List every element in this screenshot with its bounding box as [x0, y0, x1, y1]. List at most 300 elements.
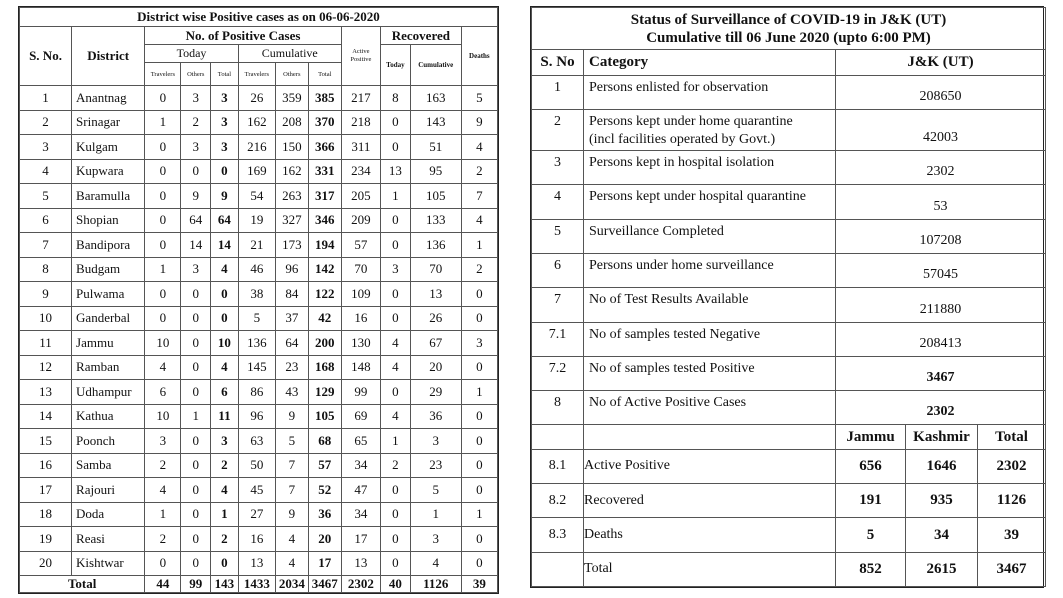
table-cell: 47	[341, 478, 380, 503]
table-cell: 208	[275, 110, 308, 135]
row-number: 15	[20, 429, 72, 454]
value-cell: 39	[978, 518, 1046, 552]
district-table-panel	[18, 6, 499, 594]
table-cell: 234	[341, 159, 380, 184]
table-cell: 4	[211, 257, 239, 282]
value-cell: 1646	[906, 449, 978, 483]
district-table-body	[20, 86, 498, 576]
table-cell: 65	[341, 429, 380, 454]
table-cell: 4	[211, 478, 239, 503]
category-text: Persons kept under home quarantine	[589, 114, 793, 130]
table-cell: 64	[275, 331, 308, 356]
category-text: No of samples tested Positive	[589, 360, 755, 376]
table-cell: 13	[381, 159, 411, 184]
blank-cell	[584, 425, 836, 450]
total-cell: 44	[145, 576, 181, 593]
table-cell: 4	[461, 208, 497, 233]
table-cell: 105	[410, 184, 461, 209]
region-header: Jammu	[836, 425, 906, 450]
table-cell: 3	[211, 135, 239, 160]
category-text: No of samples tested Negative	[589, 326, 761, 342]
table-row	[20, 110, 498, 135]
table-cell: 13	[410, 282, 461, 307]
table-cell: 27	[238, 502, 275, 527]
header-recovered: Recovered	[381, 27, 462, 45]
table-cell: 37	[275, 306, 308, 331]
district-name: Rajouri	[72, 478, 145, 503]
table-cell: 2	[381, 453, 411, 478]
table-row	[20, 135, 498, 160]
table-cell: 10	[211, 331, 239, 356]
table-row	[532, 322, 1046, 356]
table-cell: 317	[308, 184, 341, 209]
table-row	[20, 159, 498, 184]
table-cell: 10	[145, 331, 181, 356]
table-cell: 0	[211, 159, 239, 184]
table-cell: 1	[145, 502, 181, 527]
table-cell: 109	[341, 282, 380, 307]
district-total-row	[20, 576, 498, 593]
table-row	[20, 478, 498, 503]
table-cell: 67	[410, 331, 461, 356]
header-category: Category	[584, 50, 836, 76]
table-cell: 162	[238, 110, 275, 135]
table-cell: 51	[410, 135, 461, 160]
table-cell: 331	[308, 159, 341, 184]
row-number: 1	[532, 76, 584, 110]
header-deaths: Deaths	[461, 27, 497, 86]
table-cell: 13	[238, 551, 275, 576]
table-cell: 163	[410, 86, 461, 111]
header-sno: S. No	[532, 50, 584, 76]
table-row	[532, 151, 1046, 185]
table-cell: 42	[308, 306, 341, 331]
table-cell: 122	[308, 282, 341, 307]
table-cell: 63	[238, 429, 275, 454]
table-cell: 1	[145, 110, 181, 135]
region-header-row	[532, 425, 1046, 450]
table-cell: 7	[461, 184, 497, 209]
table-row	[20, 429, 498, 454]
table-cell: 0	[145, 233, 181, 258]
row-number: 3	[20, 135, 72, 160]
value-cell: 57045	[836, 253, 1046, 287]
category-cell	[584, 391, 836, 425]
row-number: 1	[20, 86, 72, 111]
table-cell: 1	[381, 429, 411, 454]
table-cell: 130	[341, 331, 380, 356]
category-cell: Total	[584, 552, 836, 586]
table-row	[20, 233, 498, 258]
table-cell: 1	[461, 233, 497, 258]
district-name: Kulgam	[72, 135, 145, 160]
row-number: 13	[20, 380, 72, 405]
district-name: Ramban	[72, 355, 145, 380]
category-text: Surveillance Completed	[589, 223, 724, 239]
value-cell: 656	[836, 449, 906, 483]
table-cell: 1	[410, 502, 461, 527]
table-cell: 17	[341, 527, 380, 552]
table-cell: 70	[341, 257, 380, 282]
table-cell: 0	[181, 453, 211, 478]
table-cell: 4	[381, 404, 411, 429]
table-row	[20, 257, 498, 282]
table-cell: 6	[145, 380, 181, 405]
district-name: Budgam	[72, 257, 145, 282]
table-row	[20, 184, 498, 209]
table-cell: 0	[145, 159, 181, 184]
row-number: 5	[532, 219, 584, 253]
table-cell: 4	[410, 551, 461, 576]
row-number: 8.3	[532, 518, 584, 552]
table-cell: 1	[181, 404, 211, 429]
table-cell: 95	[410, 159, 461, 184]
table-cell: 16	[238, 527, 275, 552]
table-cell: 0	[181, 478, 211, 503]
total-cell: 1433	[238, 576, 275, 593]
table-cell: 5	[410, 478, 461, 503]
table-cell: 5	[238, 306, 275, 331]
table-cell: 16	[341, 306, 380, 331]
table-cell: 3	[211, 110, 239, 135]
table-cell: 136	[238, 331, 275, 356]
table-cell: 17	[308, 551, 341, 576]
table-cell: 0	[461, 527, 497, 552]
table-cell: 142	[308, 257, 341, 282]
table-cell: 145	[238, 355, 275, 380]
category-cell: Recovered	[584, 484, 836, 518]
table-cell: 10	[145, 404, 181, 429]
table-cell: 0	[145, 306, 181, 331]
table-cell: 4	[381, 331, 411, 356]
district-name: Ganderbal	[72, 306, 145, 331]
table-cell: 0	[181, 306, 211, 331]
value-cell: 3467	[978, 552, 1046, 586]
region-header: Total	[978, 425, 1046, 450]
table-cell: 162	[275, 159, 308, 184]
table-cell: 96	[275, 257, 308, 282]
district-name: Pulwama	[72, 282, 145, 307]
table-cell: 0	[461, 282, 497, 307]
table-row	[532, 110, 1046, 151]
district-name: Doda	[72, 502, 145, 527]
row-number: 6	[20, 208, 72, 233]
table-cell: 0	[211, 282, 239, 307]
row-number: 12	[20, 355, 72, 380]
row-number: 7.2	[532, 356, 584, 390]
table-row	[532, 219, 1046, 253]
table-row	[532, 253, 1046, 287]
table-cell: 3	[181, 135, 211, 160]
table-cell: 0	[181, 502, 211, 527]
table-cell: 54	[238, 184, 275, 209]
district-name: Reasi	[72, 527, 145, 552]
table-cell: 3	[145, 429, 181, 454]
table-cell: 4	[381, 355, 411, 380]
header-cum-others: Others	[275, 63, 308, 86]
table-cell: 70	[410, 257, 461, 282]
table-cell: 14	[211, 233, 239, 258]
header-district: District	[72, 27, 145, 86]
total-cell: 2302	[341, 576, 380, 593]
table-row	[532, 288, 1046, 322]
table-cell: 64	[181, 208, 211, 233]
table-cell: 0	[381, 282, 411, 307]
table-cell: 23	[275, 355, 308, 380]
total-cell: 39	[461, 576, 497, 593]
district-name: Udhampur	[72, 380, 145, 405]
table-cell: 216	[238, 135, 275, 160]
table-cell: 0	[181, 331, 211, 356]
table-cell: 9	[211, 184, 239, 209]
table-cell: 86	[238, 380, 275, 405]
row-number: 7	[20, 233, 72, 258]
table-cell: 11	[211, 404, 239, 429]
district-name: Poonch	[72, 429, 145, 454]
table-cell: 3	[410, 527, 461, 552]
header-sno: S. No.	[20, 27, 72, 86]
table-cell: 327	[275, 208, 308, 233]
table-cell: 129	[308, 380, 341, 405]
table-cell: 3	[211, 429, 239, 454]
table-cell: 4	[211, 355, 239, 380]
table-cell: 0	[461, 429, 497, 454]
table-cell: 7	[275, 453, 308, 478]
district-name: Kupwara	[72, 159, 145, 184]
table-cell: 50	[238, 453, 275, 478]
table-cell: 359	[275, 86, 308, 111]
table-cell: 46	[238, 257, 275, 282]
table-row	[532, 518, 1046, 552]
table-cell: 0	[461, 478, 497, 503]
table-cell: 0	[461, 306, 497, 331]
district-name: Bandipora	[72, 233, 145, 258]
table-cell: 0	[181, 282, 211, 307]
surveillance-table	[531, 7, 1046, 587]
district-name: Kishtwar	[72, 551, 145, 576]
row-number: 7.1	[532, 322, 584, 356]
table-row	[532, 76, 1046, 110]
table-row	[20, 208, 498, 233]
district-name: Baramulla	[72, 184, 145, 209]
district-table	[19, 7, 498, 593]
table-cell: 0	[145, 86, 181, 111]
total-cell: 143	[211, 576, 239, 593]
table-cell: 19	[238, 208, 275, 233]
category-text: Persons under home surveillance	[589, 257, 774, 273]
total-cell: 1126	[410, 576, 461, 593]
table-cell: 0	[381, 233, 411, 258]
table-row	[532, 484, 1046, 518]
header-cumulative: Cumulative	[238, 45, 341, 63]
table-row	[20, 551, 498, 576]
row-number: 18	[20, 502, 72, 527]
value-cell: 2302	[836, 391, 1046, 425]
surveillance-table-panel	[530, 6, 1044, 588]
table-cell: 1	[461, 380, 497, 405]
table-cell: 20	[308, 527, 341, 552]
table-cell: 346	[308, 208, 341, 233]
table-cell: 0	[211, 551, 239, 576]
table-cell: 99	[341, 380, 380, 405]
row-number: 8	[532, 391, 584, 425]
table-cell: 194	[308, 233, 341, 258]
table-row	[532, 185, 1046, 219]
table-cell: 1	[211, 502, 239, 527]
table-cell: 0	[145, 282, 181, 307]
header-active-positive: Active Positive	[341, 27, 380, 86]
table-cell: 0	[461, 404, 497, 429]
value-cell: 34	[906, 518, 978, 552]
row-number: 16	[20, 453, 72, 478]
value-cell: 107208	[836, 219, 1046, 253]
value-cell: 2302	[978, 449, 1046, 483]
total-cell: 2034	[275, 576, 308, 593]
header-recovered-cumulative: Cumulative	[410, 45, 461, 86]
table-cell: 45	[238, 478, 275, 503]
table-cell: 205	[341, 184, 380, 209]
table-cell: 23	[410, 453, 461, 478]
table-cell: 2	[211, 527, 239, 552]
table-cell: 0	[381, 502, 411, 527]
table-cell: 218	[341, 110, 380, 135]
table-cell: 26	[410, 306, 461, 331]
surveillance-title-line2: Cumulative till 06 June 2020 (upto 6:00 PM)	[646, 29, 931, 46]
table-cell: 9	[461, 110, 497, 135]
header-today-others: Others	[181, 63, 211, 86]
table-cell: 311	[341, 135, 380, 160]
table-cell: 0	[181, 527, 211, 552]
row-number: 14	[20, 404, 72, 429]
table-cell: 68	[308, 429, 341, 454]
table-cell: 2	[461, 257, 497, 282]
surveillance-title-line1: Status of Surveillance of COVID-19 in J&K (UT)	[630, 11, 947, 28]
table-cell: 0	[181, 429, 211, 454]
header-cum-travelers: Travelers	[238, 63, 275, 86]
table-cell: 43	[275, 380, 308, 405]
table-row	[532, 391, 1046, 425]
table-cell: 20	[410, 355, 461, 380]
row-number: 6	[532, 253, 584, 287]
category-subtext: (incl facilities operated by Govt.)	[589, 132, 776, 148]
table-row	[20, 306, 498, 331]
row-number: 3	[532, 151, 584, 185]
category-cell: Deaths	[584, 518, 836, 552]
row-number: 7	[532, 288, 584, 322]
table-cell: 263	[275, 184, 308, 209]
header-today: Today	[145, 45, 238, 63]
table-cell: 5	[275, 429, 308, 454]
table-cell: 143	[410, 110, 461, 135]
value-cell: 211880	[836, 288, 1046, 322]
table-cell: 8	[381, 86, 411, 111]
table-cell: 0	[461, 355, 497, 380]
total-cell: 40	[381, 576, 411, 593]
header-recovered-today: Today	[381, 45, 411, 86]
table-cell: 0	[181, 551, 211, 576]
table-cell: 38	[238, 282, 275, 307]
table-cell: 36	[308, 502, 341, 527]
value-cell: 1126	[978, 484, 1046, 518]
table-row	[20, 331, 498, 356]
total-label: Total	[20, 576, 145, 593]
row-number: 8	[20, 257, 72, 282]
table-cell: 5	[461, 86, 497, 111]
district-name: Srinagar	[72, 110, 145, 135]
table-cell: 6	[211, 380, 239, 405]
table-cell: 0	[181, 380, 211, 405]
table-cell: 0	[145, 208, 181, 233]
table-cell: 1	[461, 502, 497, 527]
table-row	[20, 453, 498, 478]
table-cell: 2	[145, 527, 181, 552]
row-number: 5	[20, 184, 72, 209]
table-row	[20, 502, 498, 527]
table-cell: 0	[381, 380, 411, 405]
table-cell: 366	[308, 135, 341, 160]
value-cell: 852	[836, 552, 906, 586]
value-cell: 191	[836, 484, 906, 518]
table-cell: 2	[211, 453, 239, 478]
table-cell: 96	[238, 404, 275, 429]
row-number: 8.1	[532, 449, 584, 483]
table-cell: 3	[461, 331, 497, 356]
category-text: Persons enlisted for observation	[589, 80, 769, 95]
table-cell: 21	[238, 233, 275, 258]
table-cell: 1	[381, 184, 411, 209]
value-cell: 208413	[836, 322, 1046, 356]
value-cell: 935	[906, 484, 978, 518]
table-cell: 4	[275, 551, 308, 576]
table-cell: 1	[145, 257, 181, 282]
header-today-total: Total	[211, 63, 239, 86]
table-cell: 36	[410, 404, 461, 429]
table-cell: 0	[211, 306, 239, 331]
table-cell: 29	[410, 380, 461, 405]
value-cell: 5	[836, 518, 906, 552]
category-cell	[584, 322, 836, 356]
table-cell: 385	[308, 86, 341, 111]
row-number: 2	[20, 110, 72, 135]
table-cell: 0	[381, 551, 411, 576]
table-row	[532, 449, 1046, 483]
category-cell: Active Positive	[584, 449, 836, 483]
table-row	[20, 86, 498, 111]
table-cell: 3	[211, 86, 239, 111]
table-row	[20, 404, 498, 429]
table-cell: 9	[275, 404, 308, 429]
category-cell	[584, 110, 836, 151]
table-row	[20, 527, 498, 552]
header-positive-cases: No. of Positive Cases	[145, 27, 341, 45]
table-cell: 2	[181, 110, 211, 135]
table-cell: 173	[275, 233, 308, 258]
row-number: 11	[20, 331, 72, 356]
table-cell: 26	[238, 86, 275, 111]
row-number: 4	[20, 159, 72, 184]
category-text: No of Test Results Available	[589, 292, 749, 308]
table-row	[532, 356, 1046, 390]
table-cell: 169	[238, 159, 275, 184]
header-jk-ut: J&K (UT)	[836, 50, 1046, 76]
table-cell: 2	[145, 453, 181, 478]
table-cell: 69	[341, 404, 380, 429]
table-cell: 3	[181, 86, 211, 111]
category-text: Persons kept in hospital isolation	[589, 155, 775, 171]
table-cell: 7	[275, 478, 308, 503]
district-name: Samba	[72, 453, 145, 478]
row-number: 10	[20, 306, 72, 331]
